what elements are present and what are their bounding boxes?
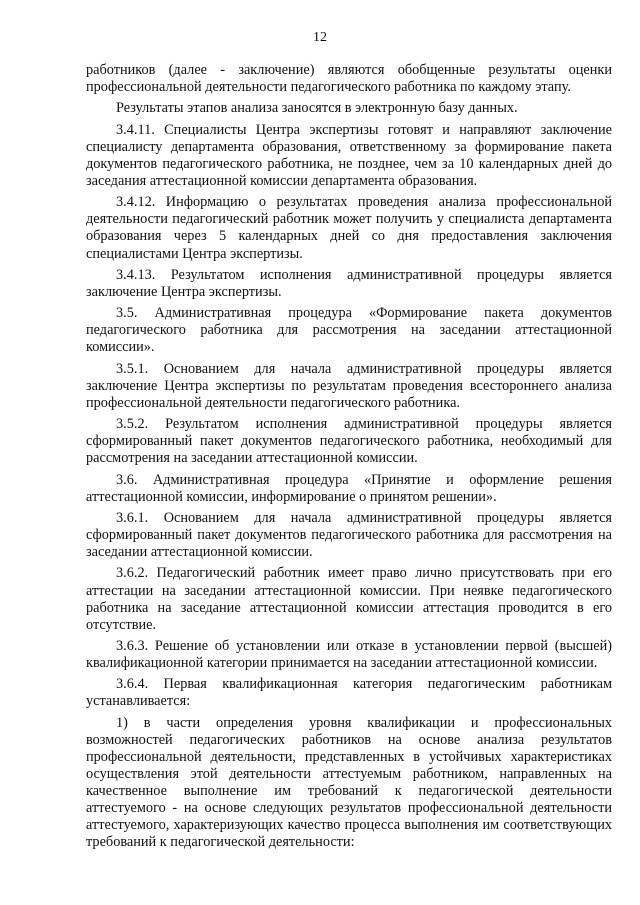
document-body xyxy=(86,62,612,856)
paragraph-3-6-3: 3.6.3. Решение об установлении или отказе в установлении первой (высшей) квалификационной категории принимается на заседании аттестационной комиссии. xyxy=(86,637,612,672)
paragraph-3-6-4: 3.6.4. Первая квалификационная категория педагогическим работникам устанавливается: xyxy=(86,676,612,710)
paragraph-3-5-2: 3.5.2. Результатом исполнения административной процедуры является сформированный пакет документов педагогического работника, необходимый для рассмотрения на заседании аттестационной комиссии. xyxy=(86,416,612,467)
paragraph-3-6-2: 3.6.2. Педагогический работник имеет право лично присутствовать при его аттестации на заседании аттестационной комиссии. При неявке педагогического работника на заседание аттестационной комиссии аттестация проводится в его отсутствие. xyxy=(86,565,612,633)
paragraph-3-5-1: 3.5.1. Основанием для начала административной процедуры является заключение Центра экспертизы по результатам проведения всестороннего анализа профессиональной деятельности педагогического работника. xyxy=(86,360,612,411)
paragraph-3-4-13: 3.4.13. Результатом исполнения административной процедуры является заключение Центра экспертизы. xyxy=(86,266,612,300)
paragraph-list-item-1: 1) в части определения уровня квалификации и профессиональных возможностей педагогических работников на основе анализа результатов профессиональной деятельности, представленных в устойчивых характеристиках осуществления этой деятельности аттестуемым работником, направленных на качественное выполнение им требований к педагогической деятельности аттестуемого - на основе следующих результатов профессиональной деятельности аттестуемого, характеризующих качество процесса выполнения им соответствующих требований к педагогической деятельности: xyxy=(86,714,612,851)
paragraph-analysis-results: Результаты этапов анализа заносятся в электронную базу данных. xyxy=(116,100,518,117)
paragraph-3-6-1: 3.6.1. Основанием для начала административной процедуры является сформированный пакет документов педагогического работника для рассмотрения на заседании аттестационной комиссии. xyxy=(86,509,612,561)
page-number: 12 xyxy=(313,30,327,45)
paragraph-3-6: 3.6. Административная процедура «Принятие и оформление решения аттестационной комиссии, информирование о принятом решении». xyxy=(86,471,612,505)
paragraph-3-5: 3.5. Административная процедура «Формирование пакета документов педагогического работника для рассмотрения на заседании аттестационной комиссии». xyxy=(86,305,612,356)
paragraph-3-4-11: 3.4.11. Специалисты Центра экспертизы готовят и направляют заключение специалисту департамента образования, ответственному за формирование пакета документов педагогического работника, не позднее, чем за 10 календарных дней до заседания аттестационной комиссии департамента образования. xyxy=(86,121,612,189)
paragraph-3-4-12: 3.4.12. Информацию о результатах проведения анализа профессиональной деятельности педагогический работник может получить у специалиста департамента образования через 5 календарных дней со дня предоставления заключения специалистами Центра экспертизы. xyxy=(86,194,612,262)
paragraph-continuation: работников (далее - заключение) являются обобщенные результаты оценки профессиональной деятельности педагогического работника по каждому этапу. xyxy=(86,62,612,96)
